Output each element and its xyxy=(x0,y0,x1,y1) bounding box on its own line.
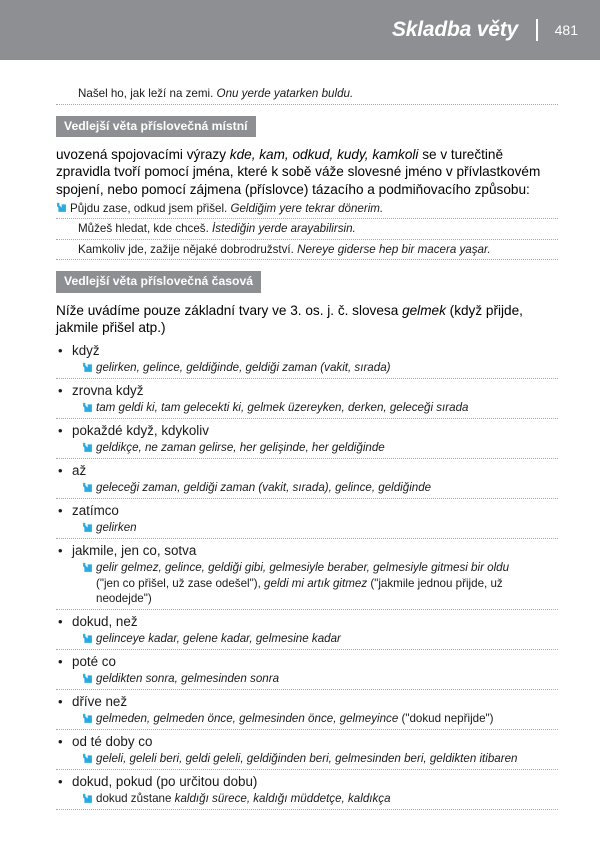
list-item-sub xyxy=(56,560,558,576)
list-item-head xyxy=(56,419,558,440)
content-top-spacer xyxy=(56,60,558,84)
bullet-marker-icon: • xyxy=(58,774,63,790)
page-title: Skladba věty xyxy=(392,18,518,41)
example-turkish: İstediğin yerde arayabilirsin. xyxy=(212,222,356,236)
example-line xyxy=(56,240,558,261)
list-item-head xyxy=(56,379,558,400)
intro-part1: uvozená spojovacími výrazy xyxy=(56,146,230,162)
list-item-sub-text: gelirken, gelince, geldiğinde, geldiği zaman (vakit, sırada) xyxy=(96,361,391,375)
sub-roman-tail: ("jakmile jednou přijde, už xyxy=(367,576,503,590)
sub-italic: geldi mi artık gitmez xyxy=(264,576,368,590)
example-line xyxy=(56,84,558,105)
list-item-sub xyxy=(56,751,558,770)
list-item-label: zrovna když xyxy=(72,383,144,399)
list-item-head xyxy=(56,539,558,560)
section-badge-wrap xyxy=(56,260,558,299)
arrow-down-right-icon xyxy=(82,522,93,533)
list-item-label: dříve než xyxy=(72,694,128,710)
list-item-label: dokud, pokud (po určitou dobu) xyxy=(72,774,258,790)
bullet-marker-icon: • xyxy=(58,543,63,559)
page-running-header xyxy=(0,0,600,60)
list-item-sub xyxy=(56,711,558,730)
conjunction-list xyxy=(56,337,558,810)
list-item xyxy=(56,379,558,419)
list-item-sub-text: gelir gelmez, gelince, geldiği gibi, gelmesiyle beraber, gelmesiyle gitmesi bir oldu xyxy=(96,561,510,575)
intro-part2: se v turečtině zpravidla tvoří pomocí jména, které k sobě váže slovesné jméno v přívlastkovém spojení, nebo pomocí zájmena (příslovce) tázacího a podmiňovacího způsobu: xyxy=(56,146,541,197)
example-czech: Kamkoliv jde, zažije nějaké dobrodružství. xyxy=(78,242,298,256)
sub-roman-tail: ("dokud nepřijde") xyxy=(398,712,494,726)
arrow-down-right-icon xyxy=(82,402,93,413)
list-item xyxy=(56,610,558,650)
list-item-sub xyxy=(56,520,558,539)
bullet-marker-icon: • xyxy=(58,694,63,710)
section-intro-mistni xyxy=(56,144,558,199)
arrow-down-right-icon xyxy=(82,753,93,764)
arrow-down-right-icon xyxy=(82,562,93,573)
bullet-marker-icon: • xyxy=(58,614,63,630)
arrow-down-right-icon xyxy=(82,673,93,684)
arrow-down-right-icon xyxy=(82,482,93,493)
bullet-marker-icon: • xyxy=(58,654,63,670)
list-item-sub xyxy=(56,591,558,610)
arrow-down-right-icon xyxy=(82,633,93,644)
list-item-sub xyxy=(56,576,558,592)
arrow-down-right-icon xyxy=(82,362,93,373)
example-line xyxy=(56,199,558,220)
list-item-label: zatímco xyxy=(72,503,119,519)
intro-part1: Níže uvádíme pouze základní tvary ve 3. os. j. č. slovesa xyxy=(56,302,403,318)
list-item-sub xyxy=(56,400,558,419)
list-item-label: od té doby co xyxy=(72,734,153,750)
example-line xyxy=(56,219,558,240)
list-item-head xyxy=(56,610,558,631)
list-item-sub xyxy=(56,440,558,459)
list-item xyxy=(56,730,558,770)
list-item-sub-text xyxy=(96,791,391,807)
intro-italic-keywords: gelmek xyxy=(402,302,446,318)
list-item-sub-text: geleceği zaman, geldiği zaman (vakit, sırada), gelince, geldiğinde xyxy=(96,481,432,495)
list-item xyxy=(56,770,558,810)
bullet-marker-icon: • xyxy=(58,463,63,479)
list-item-head xyxy=(56,770,558,791)
arrow-down-right-icon xyxy=(82,713,93,724)
list-item xyxy=(56,690,558,730)
section-heading-mistni: Vedlejší věta příslovečná místní xyxy=(56,116,256,137)
section-intro-casova xyxy=(56,300,558,338)
sub-roman-lead: ("jen co přišel, už zase odešel"), xyxy=(96,576,265,590)
list-item-sub-text: tam geldi ki, tam gelecekti ki, gelmek üzereyken, derken, geleceği sırada xyxy=(96,401,469,415)
list-item xyxy=(56,339,558,379)
list-item-head xyxy=(56,499,558,520)
sub-italic: kaldığı sürece, kaldığı müddetçe, kaldıkça xyxy=(174,792,391,806)
list-item-label: pokaždé když, kdykoliv xyxy=(72,423,209,439)
header-divider-rule xyxy=(536,19,538,41)
example-czech: Našel ho, jak leží na zemi. xyxy=(78,87,217,100)
example-czech: Můžeš hledat, kde chceš. xyxy=(78,222,213,236)
list-item-head xyxy=(56,730,558,751)
list-item-sub xyxy=(56,671,558,690)
list-item-sub xyxy=(56,360,558,379)
list-item-sub xyxy=(56,631,558,650)
list-item-head xyxy=(56,690,558,711)
example-turkish: Onu yerde yatarken buldu. xyxy=(216,87,354,100)
list-item-label: až xyxy=(72,463,87,479)
arrow-down-right-icon xyxy=(82,793,93,804)
arrow-down-right-icon xyxy=(56,202,67,213)
list-item xyxy=(56,539,558,610)
section-heading-casova: Vedlejší věta příslovečná časová xyxy=(56,271,261,292)
list-item-sub-text: geldikten sonra, gelmesinden sonra xyxy=(96,672,280,686)
bullet-marker-icon: • xyxy=(58,503,63,519)
list-item-head xyxy=(56,459,558,480)
sub-roman-lead: neodejde") xyxy=(96,592,152,606)
sub-italic: gelmeden, gelmeden önce, gelmesinden önce, gelmeyince xyxy=(96,712,399,726)
page-number: 481 xyxy=(554,22,578,38)
bullet-marker-icon: • xyxy=(58,423,63,439)
list-item-label: poté co xyxy=(72,654,116,670)
section-badge-wrap xyxy=(56,105,558,144)
intro-part2: (když přijde, jakmile přišel atp.) xyxy=(56,302,523,336)
bullet-marker-icon: • xyxy=(58,343,63,359)
sub-roman-lead: dokud zůstane xyxy=(96,792,175,806)
list-item-sub-text xyxy=(96,711,494,727)
page-content xyxy=(0,60,600,810)
list-item-label: jakmile, jen co, sotva xyxy=(72,543,197,559)
example-czech: Půjdu zase, odkud jsem přišel. xyxy=(70,201,231,215)
list-item-head xyxy=(56,650,558,671)
list-item-sub-text xyxy=(96,576,503,592)
intro-italic-keywords: kde, kam, odkud, kudy, kamkoli xyxy=(229,146,419,162)
list-item xyxy=(56,419,558,459)
list-item-label: dokud, než xyxy=(72,614,138,630)
list-item-sub xyxy=(56,480,558,499)
example-turkish: Geldiğim yere tekrar dönerim. xyxy=(230,201,384,215)
list-item xyxy=(56,459,558,499)
list-item-sub-text: geleli, geleli beri, geldi geleli, geldiğinden beri, gelmesinden beri, geldikten itibaren xyxy=(96,752,518,766)
list-item-head xyxy=(56,339,558,360)
list-item-sub xyxy=(56,791,558,810)
list-item xyxy=(56,499,558,539)
list-item-sub-text: geldikçe, ne zaman gelirse, her gelişinde, her geldiğinde xyxy=(96,441,385,455)
bullet-marker-icon: • xyxy=(58,734,63,750)
list-item xyxy=(56,650,558,690)
bullet-marker-icon: • xyxy=(58,383,63,399)
list-item-sub-text: gelirken xyxy=(96,521,137,535)
list-item-label: když xyxy=(72,343,100,359)
example-turkish: Nereye giderse hep bir macera yaşar. xyxy=(297,242,491,256)
list-item-sub-text: gelinceye kadar, gelene kadar, gelmesine kadar xyxy=(96,632,341,646)
list-item-sub-text xyxy=(96,591,152,607)
arrow-down-right-icon xyxy=(82,442,93,453)
